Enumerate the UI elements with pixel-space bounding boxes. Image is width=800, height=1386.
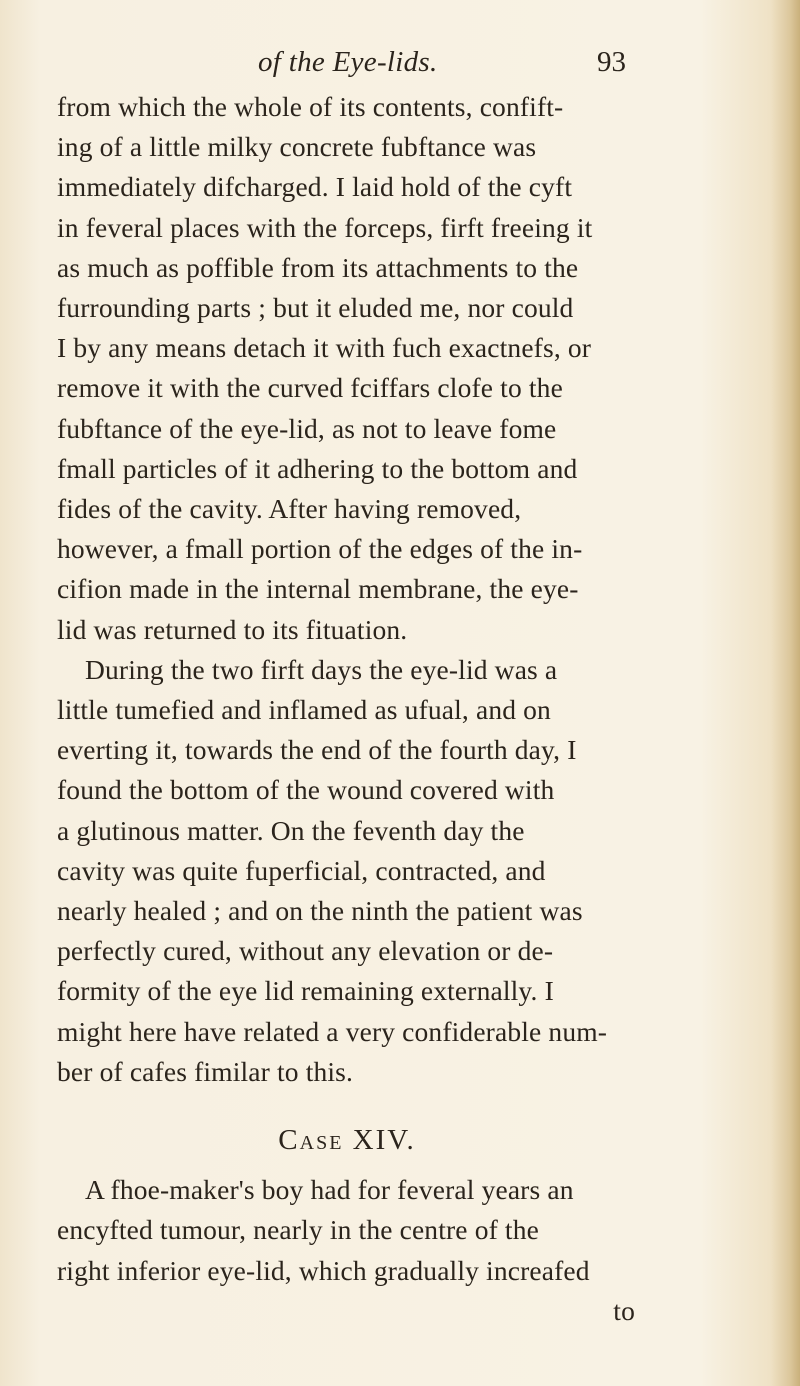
page-number: 93: [597, 46, 626, 78]
text-line: furrounding parts ; but it eluded me, nor could: [57, 292, 574, 324]
text-line: from which the whole of its contents, confift-: [57, 91, 564, 122]
paragraph-1: [57, 87, 657, 650]
text-line: everting it, towards the end of the fourth day, I: [57, 734, 577, 766]
text-line: I by any means detach it with fuch exactnefs, or: [57, 332, 592, 364]
body-text: [57, 87, 657, 1331]
text-line: ber of cafes fimilar to this.: [57, 1055, 354, 1087]
text-line: right inferior eye-lid, which gradually increafed: [57, 1254, 590, 1286]
text-line: as much as poffible from its attachments to the: [57, 251, 579, 283]
paragraph-2: [57, 650, 657, 1092]
text-line: immediately difcharged. I laid hold of the cyft: [57, 171, 573, 203]
text-line: cavity was quite fuperficial, contracted, and: [57, 854, 546, 886]
text-line: A fhoe-maker's boy had for feveral years an: [85, 1174, 574, 1206]
case-heading: Case XIV.: [278, 1124, 416, 1157]
text-line: encyfted tumour, nearly in the centre of the: [57, 1214, 539, 1246]
text-line: fubftance of the eye-lid, as not to leave fome: [57, 412, 557, 444]
text-line: cifion made in the internal membrane, the eye-: [57, 573, 579, 605]
text-line: formity of the eye lid remaining externally. I: [57, 975, 554, 1007]
text-line: might here have related a very confiderable num-: [57, 1015, 608, 1047]
text-line: perfectly cured, without any elevation or de-: [57, 935, 554, 967]
text-line: found the bottom of the wound covered with: [57, 774, 555, 806]
text-line: nearly healed ; and on the ninth the patient was: [57, 895, 583, 927]
text-line: a glutinous matter. On the feventh day the: [57, 814, 525, 846]
text-line: little tumefied and inflamed as ufual, and on: [57, 694, 551, 726]
page-header: [0, 46, 800, 86]
text-line: fides of the cavity. After having removed,: [57, 493, 522, 525]
text-line: however, a fmall portion of the edges of the in-: [57, 533, 583, 565]
text-line: in feveral places with the forceps, firft freeing it: [57, 211, 593, 243]
running-title: of the Eye-lids.: [258, 46, 438, 78]
catchword: to: [613, 1294, 635, 1326]
text-line: fmall particles of it adhering to the bottom and: [57, 452, 578, 484]
text-line: remove it with the curved fciffars clofe to the: [57, 372, 563, 404]
text-line: During the two firft days the eye-lid was a: [85, 653, 558, 685]
paragraph-3: [57, 1170, 657, 1291]
text-line: lid was returned to its fituation.: [57, 613, 408, 645]
text-line: ing of a little milky concrete fubftance was: [57, 131, 537, 163]
